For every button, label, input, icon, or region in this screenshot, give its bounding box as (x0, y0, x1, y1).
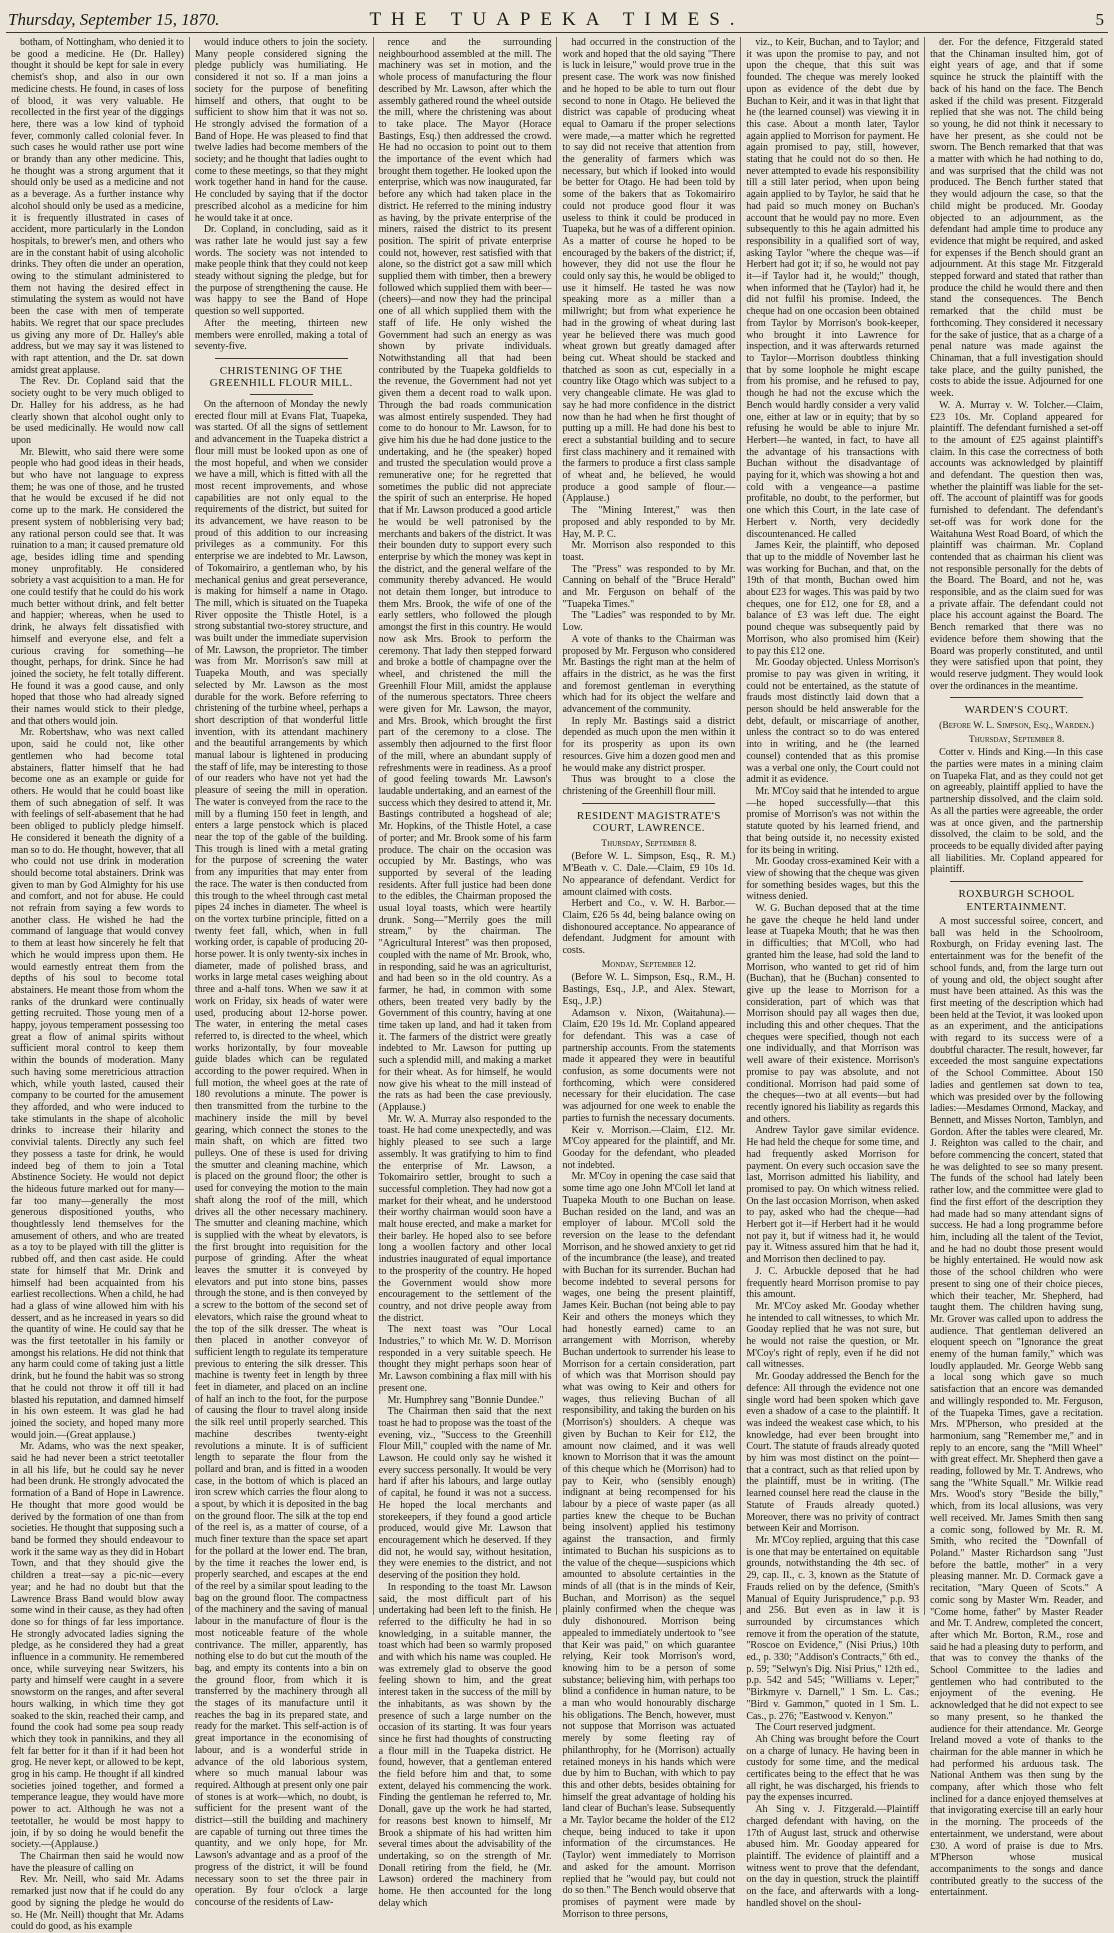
article-paragraph: (Before W. L. Simpson, Esq., R. M.) M'Beath v. C. Dale.—Claim, £9 10s 1d. No appearance of defendant. Verdict for amount claimed with costs. (562, 851, 736, 898)
article-paragraph: The next toast was "Our Local Industries," to which Mr. W. D. Morrison responded in a very suitable speech. He thought they might perhaps soon hear of Mr. Lawson combining a flax mill with his present one. (378, 1324, 552, 1394)
article-paragraph: Andrew Taylor gave similar evidence. He had held the cheque for some time, and had frequently asked Morrison for payment. On every such occasion save the last, Morrison admitted his liability, and promised to pay. On which witness relied. On the last occasion Morrison, when asked to pay, asked who had the cheque—had Herbert got it—if Herbert had it he would not pay it, but if witness had it, he would pay it. Witness assured him that he had it, and Morrison then declined to pay. (746, 1125, 920, 1266)
article-paragraph: Mr. W. A. Murray also responded to the toast. He had come unexpectedly, and was highly pleased to see such a large assembly. It was gratifying to him to find the enterprise of Mr. Lawson, a Tokomairiro settler, brought to such a successful completion. They had now got a market for their wheat, and he understood their worthy chairman would soon have a malt house erected, and make a market for their barley. He hoped also to see before long a woollen factory and other local industries inaugurated of equal importance to the prosperity of the country. He hoped the Government would show more encouragement to the settlement of the country, and not drive people away from the district. (378, 1113, 552, 1324)
article-paragraph: Mr. Gooday objected. Unless Morrison's promise to pay was given in writing, it could not be entertained, as the statute of frauds most distinctly laid down that a person should be held answerable for the debt, default, or miscarriage of another, unless the contract so to do was entered into in writing, and he (the learned counsel) contended that as this promise was a verbal one only, the Court could not admit it as evidence. (746, 657, 920, 786)
section-heading: ROXBURGH SCHOOL ENTERTAINMENT. (958, 888, 1075, 913)
article-paragraph: Mr. Gooday cross-examined Keir with a view of showing that the cheque was given for something besides wages, but this the witness denied. (746, 856, 920, 903)
section-divider (582, 803, 715, 804)
article-paragraph: Mr. M'Coy in opening the case said that some time ago one John M'Coll let land at Tuapeka Mouth to one Buchan on lease. Buchan resided on the land, and was an employer of labour. M'Coll sold the reversion on the lease to the defendant Morrison, and he showed anxiety to get rid of the incumbrance (the lease), and treated with Buchan for its surrender. Buchan had become indebted to several persons for wages, one being the present plaintiff, James Keir. Buchan (not being able to pay Keir and others the moneys which they had honestly earned) came to an arrangement with Morrison, whereby Buchan undertook to surrender his lease to Morrison for a certain consideration, part of which was that Morrison should pay what was owing to Keir and others for wages, thus relieving Buchan of all responsibility, and taking the burden on his (Morrison's) shoulders. A cheque was given by Buchan to Keir for £12, the amount now claimed, and it was well known to Morrison that it was the amount of this cheque which he (Morrison) had to pay to Keir, who (sensibly enough) indignant at being recompensed for his labour by a piece of waste paper (as all parties knew the cheque to be Buchan being insolvent) applied his testimony against the transaction, and firmly intimated to Buchan his suspicions as to the value of the cheque—suspicions which amounted to absolute certainties in the minds of all (that is in the minds of Keir, Buchan, and Morrison) as the sequel plainly confirmed when the cheque was duly dishonoured. Morrison being appealed to immediately undertook to "see that Keir was paid," on which guarantee relying, Keir took Morrison's word, knowing him to be a person of some substance; believing him, with perhaps too blind a confidence in human nature, to be a man who would honourably discharge his obligations. The Bench, however, must not suppose that Morrison was actuated merely by some fleeting ray of philanthrophy, for he (Morrison) actually retained moneys in his hands which were due by him to Buchan, with which to pay this and other debts, besides obtaining for himself the great advantage of holding his land clear of Buchan's lease. Subsequently a Mr. Taylor became the holder of the £12 cheque, being induced to take it upon information of the circumstances. He (Taylor) went immediately to Morrison and asked for the amount. Morrison replied that he "would pay, but could not do so then." The Bench would observe that promises of payment were made by Morrison to three persons, (562, 1171, 736, 1920)
article-paragraph: Mr. Blewitt, who said there were some people who had good ideas in their heads, but who have not language to express them; he was one of those, and he trusted that he would be excused if he did not come up to the mark. He considered the present system of nobblerising very bad; any rational person could see that. It was ruination to a man; it caused premature old age, besides idling time and spending money unprofitably. He considered sobriety a vast acquisition to a man. He for one could testify that he could do his work much better without drink, and felt better and happier; whereas, when he used to drink, he always felt dissatisfied with himself and everyone else, and felt a curious craving for something—he thought, perhaps, for drink. Since he had joined the society, he felt totally different. He found it was a good cause, and only hoped that those who had already signed their names would stick to their pledge, and that others would join. (11, 446, 184, 727)
article-paragraph: In reply Mr. Bastings said a district depended as much upon the men within it for its prosperity as upon its own resources. Give him a dozen good men and he would make any district prosper. (562, 715, 736, 774)
article-paragraph: The Court reserved judgment. (755, 1722, 876, 1734)
article-columns (6, 37, 1108, 1933)
article-paragraph: On the afternoon of Monday the newly erected flour mill at Evans Flat, Tuapeka, was started. Of all the signs of settlement and advancement in the Tuapeka district a flour mill must be looked upon as one of the most hopeful, and when we consider we have a mill, which is fitted with all the most recent improvements, and whose capabilities are not only equal to the requirements of the district, but suited for its advancement, we have reason to be proud of this addition to our increasing privileges as a community. For this enterprise we are indebted to Mr. Lawson, of Tokomairiro, a gentleman who, by his mechanical genius and great perseverance, is making for himself a name in Otago. The mill, which is situated on the Tuapeka River opposite the Thistle Hotel, is a strong substantial two-storey structure, and was built under the immediate supervision of Mr. Lawson, the proprietor. The timber was from Mr. Morrison's saw mill at Tuapeka Mouth, and was specially selected by Mr. Lawson as the most durable for the work. Before referring to christening of the turbine wheel, perhaps a short description of that wonderful little invention, with its attendant machinery and the beautiful arrangements by which manual labour is lightened in producing the staff of life, may be interesting to those of our readers who have not yet had the pleasure of seeing the mill in operation. The water is conveyed from the race to the mill by a fluming 150 feet in length, and enters a large penstock which is placed near the top of the gable of the building. This trough is lined with a metal grating for the purpose of screening the water from any impurities that may enter from the race. The water is then conducted from this trough to the wheel through cast metal pipes 24 inches in diameter. The wheel is on the vortex turbine principle, fitted on a twenty feet fall, which, when in full working order, is capable of producing 20-horse power. It is only twenty-six inches in diameter, made of polished brass, and works in large metal cases weighing about three and a-half tons. When we saw it at work on Friday, six heads of water were used, producing about 12-horse power. The water, in entering the metal cases referred to, is directed to the wheel, which works horizontally, by four moveable guide blades which can be regulated according to the power required. When in full motion, the wheel goes at the rate of 180 revolutions a minute. The power is then transmitted from the turbine to the machinery inside the mill by bevel gearing, which connect the stones to the main shaft, on which are fitted two pulleys. One of these is used for driving the smutter and cleaning machine, which is placed on the ground floor; the other is used for conveying the motion to the main shaft along the roof of the mill, which drives all the other necessary machinery. The smutter and cleaning machine, which is supplied with the wheat by elevators, is the first brought into requisition for the purpose of grinding. After the wheat leaves the smutter it is conveyed by elevators and put into stone bins, passes through the stone, and is then conveyed by a screw to the bottom of the second set of elevators, which raise the ground wheat to the top of the silk dresser. The wheat is then placed in another conveyor of sufficient length to regulate its temperature previous to entering the silk dresser. This machine is twenty feet in length by three feet in diameter, and placed on an incline of half an inch to the foot, for the purpose of causing the flour to travel along inside the silk reel until properly searched. This machine describes twenty-eight revolutions a minute. It is of sufficient length to separate the flour from the pollard and bran, and is fitted in a wooden case, in the bottom of which is placed an iron screw which carries the flour along to a spout, by which it is deposited in the bag on the ground floor. The silk at the top end of the reel is, as a matter of course, of a much finer texture than the space set apart for the pollard at the lower end. The bran, by the time it reaches the lower end, is properly searched, and escapes at the end of the reel by a similar spout leading to the bag on the ground floor. The compactness of the machinery and the saving of manual labour in the manufacture of flour is the most noticeable feature of the whole contrivance. The miller, apparently, has nothing else to do but cut the mouth of the bag, and empty its contents into a bin on the ground floor, from which it is transferred by the machinery through all the stages of its manufacture until it reaches the bag in its prepared state, and ready for the market. This self-action is of great importance in the economising of labour, and is a wonderful stride in advance of the old laborious system, where so much manual labour was required. Although at present only one pair of stones is at work—which, no doubt, is sufficient for the present want of the district—still the building and machinery are capable of turning out three times the quantity, and we only hope, for Mr. Lawson's advantage and as a proof of the progress of the district, it will be found necessary soon to set the three pair in operation. By four o'clock a large concourse of the residents of Law- (194, 398, 368, 1908)
article-paragraph: A vote of thanks to the Chairman was proposed by Mr. Ferguson who considered Mr. Bastings the right man at the helm of affairs in the district, as he was the first and foremost gentleman in everything which had for its object the welfare and advancement of the community. (562, 633, 736, 716)
article-paragraph: Cotter v. Hinds and King.—In this case the parties were mates in a mining claim on Tuapeka Flat, and as they could not get on agreeably, plaintiff applied to have the partnership dissolved, and the claim sold. As all the parties were agreeable, the order was at once given, and the partnership dissolved, the claim to be sold, and the proceeds to be equally divided after paying all liabilities. Mr. Copland appeared for plaintiff. (930, 747, 1103, 876)
article-paragraph: Keir v. Morrison.—Claim, £12. Mr. M'Coy appeared for the plaintiff, and Mr. Gooday for the defendant, who pleaded not indebted. (562, 1124, 736, 1171)
article-paragraph: Thus was brought to a close the christening of the Greenhill flour mill. (562, 774, 736, 797)
section-subheading: Thursday, September 8. (968, 733, 1065, 745)
article-paragraph: The Rev. Dr. Copland said that the society ought to be very much obliged to Dr. Halley for his address, as he had clearly shown that alcohol ought only to be used medicinally. He would now call upon (11, 376, 184, 446)
article-paragraph: The "Mining Interest," was then proposed and ably responded to by Mr. Hay, M. P. C. (562, 505, 736, 540)
section-divider (215, 358, 348, 359)
article-paragraph: The Chairman then said that the next toast he had to propose was the toast of the evening, viz., "Success to the Greenhill Flour Mill," coupled with the name of Mr. Lawson. He could only say he wished it every success personally. It would be very hard if after his labours, and large outlay of capital, he found it was not a success. He hoped the local merchants and storekeepers, if they found a good article produced, would give Mr. Lawson that encouragement which he deserved. If they did not, he would say, without hesitation, they were enemies to the district, and not deserving of the position they hold. (378, 1406, 552, 1582)
column-4 (557, 37, 741, 1920)
article-paragraph: Mr. Morrison also responded to this toast. (562, 540, 736, 563)
article-paragraph: Mr. Humphrey sang "Bonnie Dundee." (387, 1394, 544, 1406)
article-paragraph: der. For the defence, Fitzgerald stated that the Chinaman insulted him, got of eight years of age, and that if some squince he struck the plaintiff with the back of his hand on the face. The Bench asked if the child was present. Fitzgerald replied that she was not. The child being so young, he did not think it necessary to have her present, as she could not be sworn. The Bench remarked that that was a matter with which he had nothing to do, and was surprised that the child was not produced. The Bench further stated that they would adjourn the case, so that the child might be produced. Mr. Gooday objected to an adjournment, as the defendant had ample time to produce any evidence that might be required, and asked for expenses if the Bench should grant an adjournment. At this stage Mr. Fitzgerald stepped forward and stated that rather than produce the child he would there and then stand the consequences. The Bench remarked that the child must be forthcoming. They considered it necessary for the sake of justice, that as a charge of a penal nature was made against the Chinaman, that a full investigation should take place, and the guilty punished, the costs to abide the issue. Adjourned for one week. (930, 37, 1103, 400)
section-subheading: Monday, September 12. (601, 958, 697, 970)
section-divider (250, 394, 313, 395)
article-paragraph: had occurred in the construction of the work and hoped that the old saying "There is luck in leisure," would prove true in the present case. The work was now finished and he hoped to be able to turn out flour second to none in Otago. He believed the district was capable of producing wheat equal to Oamaru if the proper selections were made,—a matter which he regretted to say did not receive that attention from the generality of farmers which was necessary, but which if looked into would be better for Otago. He had been told by some of the bakers that as Tokomairiro could not produce good flour it was useless to think it could be produced in Tuapeka, but he was of a different opinion. As a matter of course he hoped to be encouraged by the bakers of the district; if, however, they did not use the flour he could only say this, he would be obliged to use it himself. He tasted he was now speaking more as a miller than a millwright; but from what experience he had in the growing of wheat during last year he believed there was much good wheat grown but greatly damaged after being cut. Wheat should be stacked and thatched as soon as cut, especially in a country like Otago which was subject to a very changeable climate. He was glad to say he had more confidence in the district now than he had when he first thought of putting up a mill. He had done his best to erect a substantial building and to secure first class machinery and it remained with the farmers to produce a first class sample of wheat and, he believed, he would produce a good sample of flour.—(Applause.) (562, 37, 736, 505)
column-3 (374, 37, 558, 1909)
article-paragraph: botham, of Nottingham, who denied it to be good a medicine. He (Dr. Halley) thought it should be kept for sale in every chemist's shop, and also in our own medicine chests. He found, in cases of loss of blood, it was very valuable. He recollected in the first year of the diggings here, there was a low kind of typhoid fever, commonly called colonial fever. In such cases he would rather use port wine or brandy than any other medicine. This, he thought was a strong argument that it should only be used as a medicine and not as a beverage. As a further instance why alcohol should only be used as a medicine, it is frequently illustrated in cases of accident, more particularly in the London hospitals, to brewer's men, and others who are in the constant habit of using alcoholic drinks. They often die under an operation, owing to the stimulant administered to them not having the desired effect in stimulating the system as would not have been the case with men of temperate habits. We regret that our space precludes us giving any more of Dr. Halley's able address, but we may say it was listened to with rapt attention, and the Dr. sat down amidst great applause. (11, 37, 184, 376)
masthead (6, 8, 1108, 33)
section-subheading: Thursday, September 8. (601, 837, 697, 849)
article-paragraph: Mr. M'Coy asked Mr. Gooday whether he intended to call witnesses, to which Mr. Gooday replied that he was not sure, but he would not raise the question, or Mr. M'Coy's right of reply, even if he did not call witnesses. (746, 1300, 920, 1371)
article-paragraph: A most successful soiree, concert, and ball was held in the Schoolroom, Roxburgh, on Friday evening last. The entertainment was for the benefit of the school funds, and, from the large turn out of young and old, the object sought after must have been attained. As this was the first meeting of the description which had been held at the Teviot, it was looked upon as an experiment, and the anticipations with regard to its success were of a doubtful character. The result, however, far exceeded the most sanguine expectations of the School Committee. About 150 ladies and gentlemen sat down to tea, which was presided over by the following ladies:—Mesdames Ormond, Mackay, and Bennett, and Misses Norton, Tamblyn, and Gordon. After the tables were cleared, Mr. J. Reighton was called to the chair, and before commencing the concert, stated that he was delighted to see so many present. The funds of the school had lately been rather low, and the committee were glad to find the first effort of the description they had made had so many attendant signs of success. He had a long programme before him, including all the talent of the Teviot, and he had no doubt those present would be highly entertained. He would now ask those of the school children who were present to sing one of their choice pieces, which their teacher, Mr. Shepherd, had taught them. The children having sung, Mr. Grover was called upon to address the audience. That gentleman delivered an eloquent speech on "Ignorance the great enemy of the human family," which was loudly applauded. Mr. George Webb sang a local song which gave so much satisfaction that an encore was demanded and willingly responded to. Mr. Ferguson, of the Tuapeka Times, gave a recitation. Mrs. M'Pherson, who presided at the harmonium, sang "Remember me," and in reply to an encore, sang the "Mill Wheel" with great effect. Mr. Shepherd then gave a reading, followed by Mr. T. Andrews, who sang the "White Squall." Mr. Wilkie read Mrs. Wood's story "Beside the billy," which, from its local allusions, was very well received. Mr. James Smith then sang a comic song, followed by Mr. R. M. Smith, who recited the "Downfall of Poland." Master Richardson sang "Just before the battle, mother" in a very pleasing manner. Mr. D. Cormack gave a recitation, "Mary Queen of Scots." A comic song by Master Wm. Reader, and "Come home, father" by Master Reader and Mr. T. Andrew, completed the concert, after which Mr. Borton, R.M., rose and said he had a pleasing duty to perform, and that was to convey the thanks of the School Committee to the ladies and gentlemen who had contributed to the enjoyment of the evening. He acknowledged that he did not expect to see so many present, so he thanked the audience for their attendance. Mr. George Ireland moved a vote of thanks to the chairman for the able manner in which he had performed his arduous task. The National Anthem was then sung by the company, after which those who felt inclined for a dance enjoyed themselves at that invigorating exercise till an early hour in the morning. The proceeds of the entertainment, we understand, were about £30. A word of praise is due to Mrs. M'Pherson whose musical accompaniments to the songs and dance contributed greatly to the success of the entertainment. (930, 916, 1103, 1899)
article-paragraph: (Before W. L. Simpson, Esq., R.M., H. Bastings, Esq., J.P., and Alex. Stewart, Esq., J.P.) (562, 972, 736, 1007)
section-divider (950, 881, 1083, 882)
column-6 (925, 37, 1108, 1899)
newspaper-title: THE TUAPEKA TIMES. (369, 9, 745, 30)
article-paragraph: The Chairman then said he would now have the pleasure of calling on (11, 1850, 184, 1874)
article-paragraph: James Keir, the plaintiff, who deposed that up to the middle of November last he was working for Buchan, and that, on the 19th of that month, Buchan owed him about £23 for wages. This was paid by two cheques, one for £12, one for £8, and a balance of £3 was left due. The eight pound cheque was subsequently paid by Morrison, who also promised him (Keir) to pay this £12 one. (746, 540, 920, 657)
article-paragraph: viz., to Keir, Buchan, and to Taylor; and it was upon the promise to pay, and not upon the cheque, that this suit was founded. The cheque was merely looked upon as evidence of the debt due by Buchan to Keir, and it was in that light that he (the learned counsel) was viewing it in this case. About a month later, Taylor again applied to Morrison for payment. He again promised to pay, still, however, stating that he could not do so then. He never attempted to evade his responsibility till a still later period, when upon being again applied to by Taylor, he said that he had paid so much money on Buchan's account that he would pay no more. Even subsequently to this he again admitted his responsibility in a qualified sort of way, asking Taylor "where the cheque was—if Herbert had got it; if so, he would not pay it—if Taylor had it, he would;" though, when informed that he (Taylor) had it, he did not fulfil his promise. Indeed, the cheque had on one occasion been obtained from Taylor by Morrison's book-keeper, who brought it into Lawrence for inspection, and it was afterwards returned to Taylor—Morrison doubtless thinking that by some loophole he might escape from his promise, and he refused to pay, though he had not the excuse which the Bench would hardly consider a very valid one, either at law or in equity; that by so refusing he would be able to injure Mr. Herbert—he wanted, in fact, to have all the advantage of his transactions with Buchan without the disadvantage of paying for it, which was showing a hot and cold with a vengeance—a pastime profitable, no doubt, to the performer, but one which this Court, in the late case of Herbert v. North, very decidedly discountenanced. He called (746, 37, 920, 540)
article-paragraph: In responding to the toast Mr. Lawson said, the most difficult part of his undertaking had been left to the finish. He referred to the difficulty he had in so knowledging, in a suitable manner, the toast which had been so warmly proposed and with which his name was coupled. He was extremely glad to observe the good feeling shown to him, and the great interest taken in the success of the mill by the inhabitants, as was shown by the presence of such a large number on the occasion of its starting. It was four years since he first had thoughts of constructing a flour mill in the Tuapeka district. He found, however, that a gentleman entered the field before him and that, to some extent, delayed his commencing the work. Finding the gentleman he referred to, Mr. Donall, gave up the work he had started, for reasons best known to himself, Mr Brook a shipmate of his had written him several times about the advisability of the undertaking, so on the strength of Mr. Donall retiring from the field, he (Mr. Lawson) ordered the machinery from home. He then accounted for the long delay which (378, 1581, 552, 1909)
page-number: 5 (1095, 10, 1104, 29)
article-paragraph: Mr. Adams, who was the next speaker, said he had never been a strict teetotaller in all his life, but he could say he never had been drunk. He strongly advocated the formation of a Band of Hope in Lawrence. He thought that more good would be derived by the formation of one than from societies. He thought that supposing such a band be formed they should endeavour to work it the same way as they did in Hobart Town, and that they should give the children a treat—say a pic-nic—every year; and he had no doubt but that the Lawrence Brass Band would blow away some wind in their cause, as they had often done so for things of far less importance. He strongly advocated ladies signing the pledge, as he considered they had a great influence in a community. He remembered once, while surveying near Switzers, his party and himself were caught in a severe snowstorm on the ranges, and after several hours walking, in which time they got soaked to the skin, reached their camp, and found the cook had some pea soup ready which they took in pannikins, and they all felt far better for it than if it had been hot grog. He never kept, or allowed to be kept, grog in his camp. He thought if all kindred societies joined together, and formed a temperance league, they would have more power to act. Although he was not a teetotaller, he would be most happy to join, if by so doing he would benefit the society.—(Applause.) (11, 1441, 184, 1851)
article-paragraph: The "Press" was responded to by Mr. Canning on behalf of the "Bruce Herald" and Mr. Ferguson on behalf of the "Tuapeka Times." (562, 563, 736, 610)
article-paragraph: J. C. Arbuckle deposed that he had frequently heard Morrison promise to pay this amount. (746, 1265, 920, 1301)
article-paragraph: Mr. Gooday addressed the Bench for the defence: All through the evidence not one single word had been spoken which gave even a shadow of a case to the plaintiff. It was indeed the weakest case which, to his knowledge, had ever been brought into Court. The statute of frauds already quoted by him was most distinct on the point—that a contract, such as that relied upon by the plaintiff, must be in writing. (The learned counsel here read the clause in the Statute of Frauds already quoted.) Moreover, there was no privity of contract between Keir and Morrison. (746, 1371, 920, 1535)
issue-date: Thursday, September 15, 1870. (8, 10, 220, 29)
article-paragraph: rence and the surrounding neighbourhood assembled at the mill. The machinery was set in motion, and the whole process of manufacturing the flour described by Mr. Lawson, after which the assembly gathered round the wheel outside the mill, where the christening was about to take place. The Mayor (Horace Bastings, Esq.) then addressed the crowd. He had no occasion to point out to them the importance of the event which had brought them together. He looked upon the enterprise, which was now inaugurated, far before any which had taken place in the district. He referred to the mining industry as having, by the private enterprise of the miners, raised the district to its present position. The spirit of private enterprise could not, however, rest satisfied with that alone, so the district got a saw mill which supplied them with timber, then a brewery followed which supplied them with beer—(cheers)—and now they had the principal one of all which supplied them with the staff of life. He only wished the Government had such an energy as was shown by private individuals. Notwithstanding all that had been contributed by the Tuapeka goldfields to the revenue, the Government had not yet given them a decent road to walk upon. Through the bad roads communication was almost entirely suspended. They had come to do honour to Mr. Lawson, for to give him his due he had done justice to the undertaking, and he (the speaker) hoped and trusted the speculation would prove a remunerative one; for he regretted that sometimes the public did not appreciate the spirit of such an enterprise. He hoped that if Mr. Lawson produced a good article he would be well patronised by the merchants and bakers of the district. It was their bounden duty to support every such enterprise by which the money was kept in the district, and the general welfare of the community thereby advanced. He would not detain them longer, but introduce to them Mrs. Brook, the wife of one of the early settlers, who followed the plough amongst the first in this country. He would now ask Mrs. Brook to perform the ceremony. That lady then stepped forward and broke a bottle of champagne over the wheel, and christened the mill the Greenhill Flour Mill, amidst the applause of the numerous spectators. Three cheers were given for Mr. Lawson, the mayor, and Mrs. Brook, which brought the first part of the ceremony to a close. The assembly then adjourned to the first floor of the mill, where an abundant supply of refreshments were in readiness. As a proof of good feeling towards Mr. Lawson's laudable undertaking, and an earnest of the success which they desired to attend it, Mr. Bastings contributed a hogshead of ale; Mr. Hopkins, of the Thistle Hotel, a case of porter; and Mr. Brook some of his farm produce. The chair on the occasion was occupied by Mr. Bastings, who was supported by several of the leading residents. After full justice had been done to the edibles, the Chairman proposed the usual loyal toasts, which were heartily drunk. Song—"Merrily goes the mill stream," by the chairman. The "Agricultural Interest" was then proposed, coupled with the name of Mr. Brook, who, in responding, said he was an agriculturist, and had been so in the old country. As a farmer, he had, in common with some others, been treated very badly by the Government of this country, having at one time taken up land, and had it taken from it. The farmers of the district were greatly indebted to Mr. Lawson for putting up such a splendid mill, and making a market for their wheat. As for himself, he would now give his wheat to the mill instead of the rats as had been the case previously. (Applause.) (378, 37, 552, 1113)
section-divider (950, 697, 1083, 698)
section-heading: CHRISTENING OF THE GREENHILL FLOUR MILL. (209, 364, 353, 390)
section-heading: WARDEN'S COURT. (964, 704, 1069, 717)
article-paragraph: Adamson v. Nixon, (Waitahuna).—Claim, £20 19s 1d. Mr. Copland appeared for defendant. This was a case of partnership accounts. From the statements made it appeared they were in beautiful confusion, as some documents were not forthcoming, which were considered necessary for their elucidation. The case was adjourned for one week to enable the parties to furnish the necessary documents. (562, 1007, 736, 1124)
article-paragraph: After the meeting, thirteen new members were enrolled, making a total of seventy-five. (194, 317, 368, 353)
column-1 (6, 37, 190, 1933)
article-paragraph: The "Ladies" was responded to by Mr. Low. (562, 610, 736, 634)
section-heading: RESIDENT MAGISTRATE'S COURT, LAWRENCE. (576, 809, 721, 835)
article-paragraph: Ah Ching was brought before the Court on a charge of lunacy. He having been in custody for some time, and the medical certificates being to the effect that he was all right, he was discharged, his friends to pay the expenses incurred. (746, 1733, 920, 1804)
column-2 (190, 37, 374, 1908)
article-paragraph: Dr. Copland, in concluding, said as it was rather late he would just say a few words. The society was not intended to make people think that they could not keep steady without signing the pledge, but for the purpose of strengthening the cause. He was happy to see the Band of Hope question so well supported. (194, 224, 368, 318)
article-paragraph: Rev. Mr. Neill, who said Mr. Adams remarked just now that if he could do any good by signing the pledge he would do so. He (Mr. Neill) thought that Mr. Adams could do good, as his example (11, 1874, 184, 1933)
article-paragraph: W. A. Murray v. W. Tolcher.—Claim, £23 10s. Mr. Copland appeared for plaintiff. The defendant furnished a set-off to the amount of £25 against plaintiff's claim. In this case the correctness of both accounts was acknowledged by plaintiff and defendant. The question then was, whether the plaintiff was liable for the set-off. The account of plaintiff was for goods furnished to defendant. The defendant's set-off was for work done for the Waitahuna West Road Board, of which the plaintiff was chairman. Mr. Copland contended that as chairman his client was not responsible personally for the debts of the Board. The Board, and not he, was responsible, and as the claim sued for was a private affair. The defendant could not place his account against the Board. The Bench remarked that there was no evidence before them showing that the Board was properly constituted, and until they were satisfied upon that point, they would reserve judgment. They would look over the ordinances in the meantime. (930, 399, 1103, 692)
article-paragraph: Mr. M'Coy said that he intended to argue—he hoped successfully—that this promise of Morrison's was not within the statute quoted by his learned friend, and that being outside it, no necessity existed for its being in writing. (746, 786, 920, 856)
article-paragraph: Herbert and Co., v. W. H. Barbor.—Claim, £26 5s 4d, being balance owing on dishonoured acceptance. No appearance of defendant. Judgment for amount with costs. (562, 898, 736, 957)
article-paragraph: would induce others to join the society. Many people considered signing the pledge publicly was humiliating. He considered it not so. If a man joins a society for the purpose of benefiting himself and others, that ought to be sufficient to show him that it was not so. He strongly advised the formation of a Band of Hope. He was pleased to find that twelve ladies had become members of the society; and he thought that ladies ought to come to these meetings, so that they might work together hand in hand for the cause. He concluded by saying that if the doctor prescribed alcohol as a medicine for him he would take it at once. (194, 37, 368, 224)
column-5 (741, 37, 925, 1909)
article-paragraph: Mr. M'Coy replied, arguing that this case is one that may be entertained on equitable grounds, notwithstanding the 4th sec. of 29, cap. II., c. 3, known as the Statute of Frauds relied on by the defence, (Smith's Manual of Equity Jurisprudence," p.p. 93 and 256. But even as in law it is surrounded by circumstances which remove it from the operation of the statute, "Roscoe on Evidence," (Nisi Prius,) 10th ed., p. 330; "Addison's Contracts," 6th ed., p. 59; "Selwyn's Dig. Nisi Prius," 12th ed., p.p. 542 and 545; "Williams v. Leper;" "Birkmyre v. Darnell," 1 Sm. L. Cas.; "Bird v. Gammon," quoted in 1 Sm. L. Cas., p. 276; "Eastwood v. Kenyon." (746, 1535, 920, 1722)
article-paragraph: Mr. Robertshaw, who was next called upon, said he could not, like other gentlemen who had become total abstainers, flatter himself that he had become one as an example or guide for others. He would that he could boast like them of such abnegation of self. It was with feelings of self-abasement that he had been obliged to publicly pledge himself. He considered it beneath the dignity of a man so to do. He thought, however, that all who could not use drink in moderation should become total abstainers. Drink was given to man by God Almighty for his use and comfort, and not for abuse. He could not refrain from saying a few words to another class. He wished he had the command of language that would convey to them at least how sincerely he felt that which he would impress upon them. He would earnestly entreat them from the depths of his soul to become total abstainers. He meant those from whom the ranks of the drunkard were continually getting recruited. Those young men of a happy, joyous temperament possessing too great a flow of animal spirits without sufficient moral control to keep them within the bounds of moderation. Many such having some meretricious attraction which, while youth lasted, caused their company to be courted for the amusement they afforded, and who were induced to take stimulants in the shape of alcoholic drinks to increase their hilarity and convivial talents. Directly any such feel they possess a taste for drink, he would indeed beg of them to join a Total Abstinence Society. He would not depict the hideous future marked out for many—far too many—generally the most generous dispositioned youths, who thoughtlessly lend themselves for the amusement of others, and who are treated as a toy to be played with till the glitter is rubbed off, and then cast aside. He could state for himself that Mr. Drink and himself had been acquainted from his earliest recollections. When a child, he had had a glass of wine allowed him with his dessert, and as he increased in years so did the quantity of wine. He could say that he was the first teetotaller in his family or amongst his relations. He did not think that any harm could come of taking just a little drink, but he found the habit was so strong that he could not throw it off till it had blasted his reputation, and damned himself in his own esteem. It was glad he had joined the society, and hoped many more would join.—(Great applause.) (11, 727, 184, 1441)
article-paragraph: W. G. Buchan deposed that at the time he gave the cheque he held land under lease at Tuapeka Mouth; that he was then in difficulties; that M'Coll, who had granted him the lease, had sold the land to Morrison, who wanted to get rid of him (Buchan), that he (Buchan) consented to give up the lease to Morrison for a consideration, part of which was that Morrison should pay all wages then due, including this and other cheques. That the cheques were specified, though not each one individually, and that Morrison was well aware of their existence. Morrison's promise to pay was absolute, and not conditional. Morrison had paid some of the cheques—two at all events—but had recently ignored his liability as regards this and others. (746, 903, 920, 1125)
section-subheading: (Before W. L. Simpson, Esq., Warden.) (939, 719, 1094, 731)
article-paragraph: Ah Sing v. J. Fitzgerald.—Plaintiff charged defendant with having, on the 17th of August last, struck and otherwise abused him. Mr. Gooday appeared for plaintiff. The evidence of plaintiff and a witness went to prove that the defendant, on the day in question, struck the plaintiff on the face, and afterwards with a long-handled shovel on the shoul- (746, 1804, 920, 1909)
